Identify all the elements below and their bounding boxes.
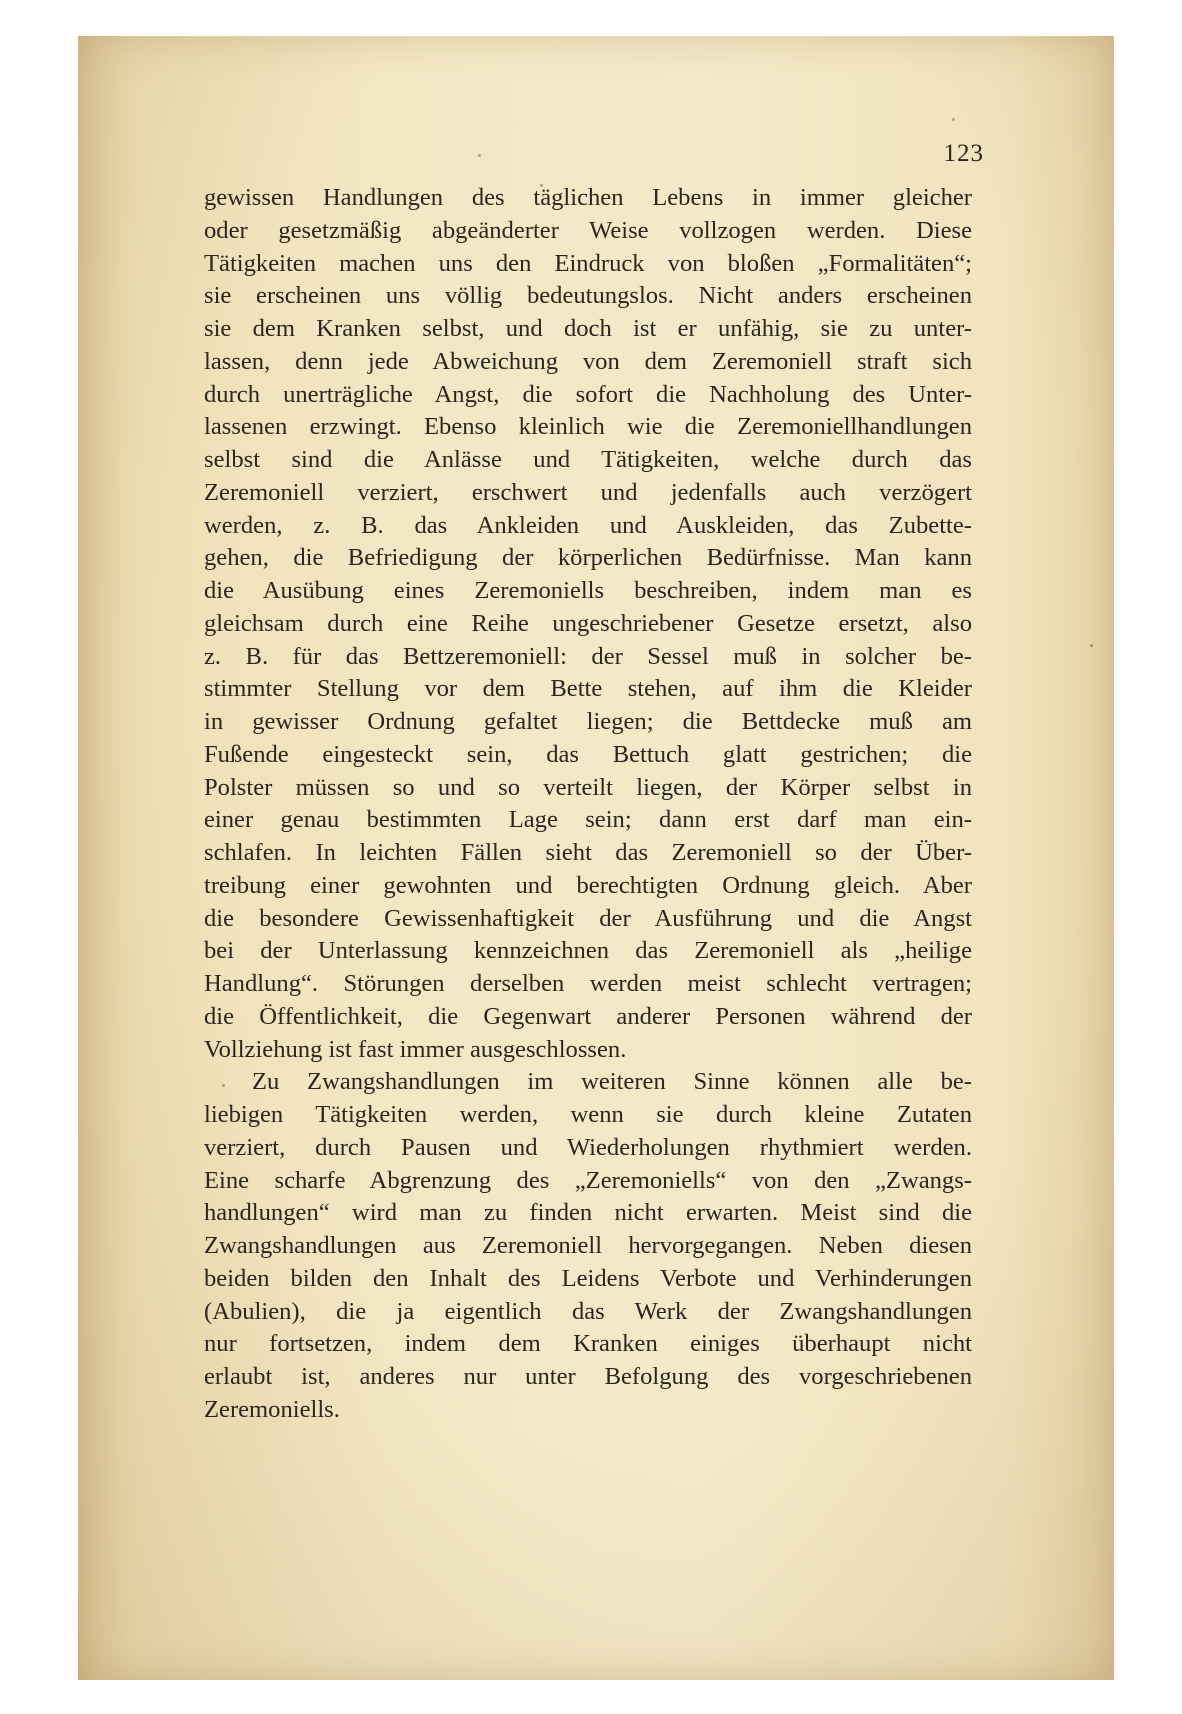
text-line: liebigen Tätigkeiten werden, wenn sie durch kleine Zutaten: [204, 1101, 972, 1128]
text-line: Vollziehung ist fast immer ausgeschlossen.: [204, 1035, 627, 1063]
text-line: lassen, denn jede Abweichung von dem Zeremoniell straft sich: [204, 347, 972, 375]
text-line: oder gesetzmäßig abgeänderter Weise vollzogen werden. Diese: [204, 216, 972, 244]
text-line: einer genau bestimmten Lage sein; dann erst darf man ein-: [204, 806, 972, 834]
text-line: sie erscheinen uns völlig bedeutungslos. Nicht anders erscheinen: [204, 282, 972, 310]
text-line: Handlung“. Störungen derselben werden meist schlecht vertragen;: [204, 970, 972, 997]
text-line: beiden bilden den Inhalt des Leidens Verbote und Verhinderungen: [204, 1264, 972, 1292]
paragraph: [204, 182, 972, 1066]
text-line: stimmter Stellung vor dem Bette stehen, auf ihm die Kleider: [204, 675, 972, 703]
text-line: verziert, durch Pausen und Wiederholungen rhythmiert werden.: [204, 1133, 972, 1161]
text-line: bei der Unterlassung kennzeichnen das Zeremoniell als „heilige: [204, 937, 972, 965]
text-line: gleichsam durch eine Reihe ungeschriebener Gesetze ersetzt, also: [204, 609, 972, 637]
text-line: schlafen. In leichten Fällen sieht das Zeremoniell so der Über-: [204, 839, 972, 866]
book-page: [78, 36, 1114, 1680]
paper-speck: [1090, 644, 1093, 647]
paper-speck: [222, 1084, 225, 1087]
text-line: die besondere Gewissenhaftigkeit der Ausführung und die Angst: [204, 904, 972, 932]
text-line: Polster müssen so und so verteilt liegen, der Körper selbst in: [204, 773, 972, 801]
text-line: die Öffentlichkeit, die Gegenwart anderer Personen während der: [204, 1002, 972, 1030]
text-line: lassenen erzwingt. Ebenso kleinlich wie die Zeremoniellhandlungen: [204, 413, 972, 441]
text-line: Zeremoniells.: [204, 1395, 340, 1423]
text-line: z. B. für das Bettzeremoniell: der Sessel muß in solcher be-: [204, 642, 972, 670]
text-line: Fußende eingesteckt sein, das Bettuch glatt gestrichen; die: [204, 740, 972, 768]
text-line: gewissen Handlungen des täglichen Lebens in immer gleicher: [204, 184, 972, 211]
text-line: in gewisser Ordnung gefaltet liegen; die Bettdecke muß am: [204, 708, 972, 735]
text-line: erlaubt ist, anderes nur unter Befolgung des vorgeschriebenen: [204, 1363, 972, 1390]
text-line: sie dem Kranken selbst, und doch ist er unfähig, sie zu unter-: [204, 315, 972, 342]
text-line: selbst sind die Anlässe und Tätigkeiten, welche durch das: [204, 446, 972, 473]
text-line: gehen, die Befriedigung der körperlichen Bedürfnisse. Man kann: [204, 544, 972, 572]
text-line: treibung einer gewohnten und berechtigten Ordnung gleich. Aber: [204, 871, 972, 899]
paper-speck: [478, 154, 481, 157]
text-line: nur fortsetzen, indem dem Kranken einiges überhaupt nicht: [204, 1330, 972, 1358]
text-line: handlungen“ wird man zu finden nicht erwarten. Meist sind die: [204, 1199, 972, 1227]
text-line: durch unerträgliche Angst, die sofort die Nachholung des Unter-: [204, 380, 972, 408]
text-line: Eine scharfe Abgrenzung des „Zeremoniells“ von den „Zwangs-: [204, 1166, 972, 1194]
paper-speck: [540, 184, 543, 187]
text-line: Zwangshandlungen aus Zeremoniell hervorgegangen. Neben diesen: [204, 1232, 972, 1259]
paragraph: [204, 1066, 972, 1426]
body-text: [204, 182, 972, 1427]
page-number: 123: [943, 140, 984, 167]
text-line: Zeremoniell verziert, erschwert und jedenfalls auch verzögert: [204, 478, 972, 506]
text-line: Zu Zwangshandlungen im weiteren Sinne können alle be-: [252, 1068, 972, 1096]
text-line: werden, z. B. das Ankleiden und Auskleiden, das Zubette-: [204, 511, 972, 539]
text-line: (Abulien), die ja eigentlich das Werk der Zwangshandlungen: [204, 1297, 972, 1325]
text-line: Tätigkeiten machen uns den Eindruck von bloßen „Formalitäten“;: [204, 249, 972, 277]
paper-speck: [952, 118, 955, 121]
text-line: die Ausübung eines Zeremoniells beschreiben, indem man es: [204, 577, 972, 604]
